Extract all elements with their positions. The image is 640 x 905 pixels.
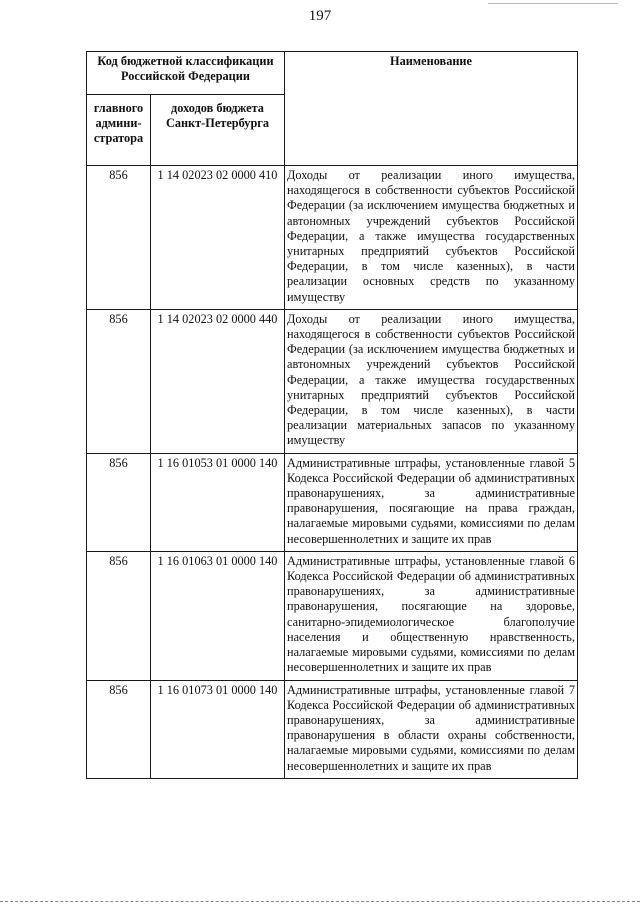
row-description: Доходы от реализации иного имущества, находящегося в собственности субъектов Российской Федерации (за исключением имущества бюджетных и автономных учреждений субъектов Российской Федерации, а также имущества государственных унитарных предприятий субъектов Российской Федерации, в том числе казенных), в части реализации материальных запасов по указанному имуществу — [285, 309, 578, 453]
row-budget-code: 1 14 02023 02 0000 440 — [151, 309, 285, 453]
bottom-edge-rule — [0, 901, 640, 902]
table-row — [87, 551, 578, 680]
row-budget-code: 1 16 01063 01 0000 140 — [151, 551, 285, 680]
row-budget-code: 1 14 02023 02 0000 410 — [151, 166, 285, 310]
top-edge-rule — [488, 3, 618, 4]
row-description: Административные штрафы, установленные главой 7 Кодекса Российской Федерации об административных правонарушениях, за административные правонарушения в области охраны собственности, налагаемые мировыми судьями, комиссиями по делам несовершеннолетних и защите их прав — [285, 680, 578, 778]
table-row — [87, 680, 578, 778]
header-budget-income: доходов бюджета Санкт-Петербурга — [151, 95, 285, 166]
header-name: Наименование — [285, 52, 578, 166]
table-row — [87, 453, 578, 551]
row-description: Административные штрафы, установленные главой 6 Кодекса Российской Федерации об административных правонарушениях, за административные правонарушения, посягающие на здоровье, санитарно-эпидемиологическое благополучие населения и общественную нравственность, налагаемые мировыми судьями, комиссиями по делам несовершеннолетних и защите их прав — [285, 551, 578, 680]
row-admin-code: 856 — [87, 309, 151, 453]
header-main-administrator: главного админи-стратора — [87, 95, 151, 166]
row-admin-code: 856 — [87, 453, 151, 551]
row-description: Административные штрафы, установленные главой 5 Кодекса Российской Федерации об административных правонарушениях, за административные правонарушения, посягающие на права граждан, налагаемые мировыми судьями, комиссиями по делам несовершеннолетних и защите их прав — [285, 453, 578, 551]
row-admin-code: 856 — [87, 166, 151, 310]
row-admin-code: 856 — [87, 680, 151, 778]
row-description: Доходы от реализации иного имущества, находящегося в собственности субъектов Российской Федерации (за исключением имущества бюджетных и автономных учреждений субъектов Российской Федерации, а также имущества государственных унитарных предприятий субъектов Российской Федерации, в том числе казенных), в части реализации основных средств по указанному имуществу — [285, 166, 578, 310]
header-classification-code: Код бюджетной классификации Российской Федерации — [87, 52, 285, 95]
table-row — [87, 166, 578, 310]
row-admin-code: 856 — [87, 551, 151, 680]
budget-classification-table — [86, 51, 578, 779]
row-budget-code: 1 16 01073 01 0000 140 — [151, 680, 285, 778]
row-budget-code: 1 16 01053 01 0000 140 — [151, 453, 285, 551]
table-row — [87, 309, 578, 453]
page-number: 197 — [308, 8, 332, 24]
